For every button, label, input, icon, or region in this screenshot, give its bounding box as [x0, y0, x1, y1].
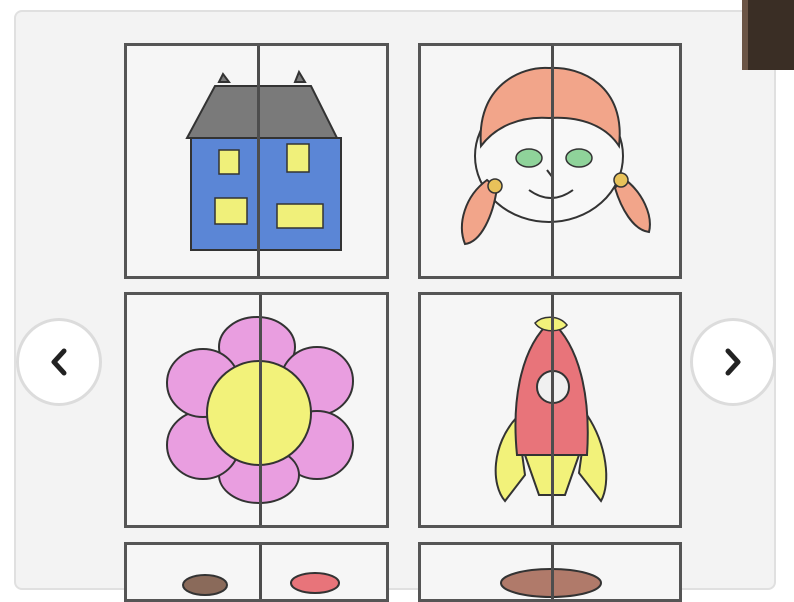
- girl-face-drawing: [421, 46, 679, 276]
- flower-drawing: [127, 295, 386, 525]
- card-house[interactable]: [124, 43, 389, 279]
- card-girl-face[interactable]: [418, 43, 682, 279]
- card-split-line: [551, 46, 554, 276]
- chevron-right-icon: [722, 347, 744, 377]
- next-button[interactable]: [690, 318, 776, 406]
- card-split-line: [257, 46, 260, 276]
- rocket-drawing: [421, 295, 679, 525]
- card-split-line: [551, 545, 554, 599]
- card-partial-right[interactable]: [418, 542, 682, 602]
- partial-drawing: [127, 545, 386, 602]
- background-corner: [742, 0, 794, 70]
- card-rocket[interactable]: [418, 292, 682, 528]
- card-flower[interactable]: [124, 292, 389, 528]
- partial-drawing: [421, 545, 679, 602]
- previous-button[interactable]: [16, 318, 102, 406]
- card-split-line: [259, 545, 262, 599]
- card-split-line: [551, 295, 554, 525]
- card-partial-left[interactable]: [124, 542, 389, 602]
- chevron-left-icon: [48, 347, 70, 377]
- card-split-line: [259, 295, 262, 525]
